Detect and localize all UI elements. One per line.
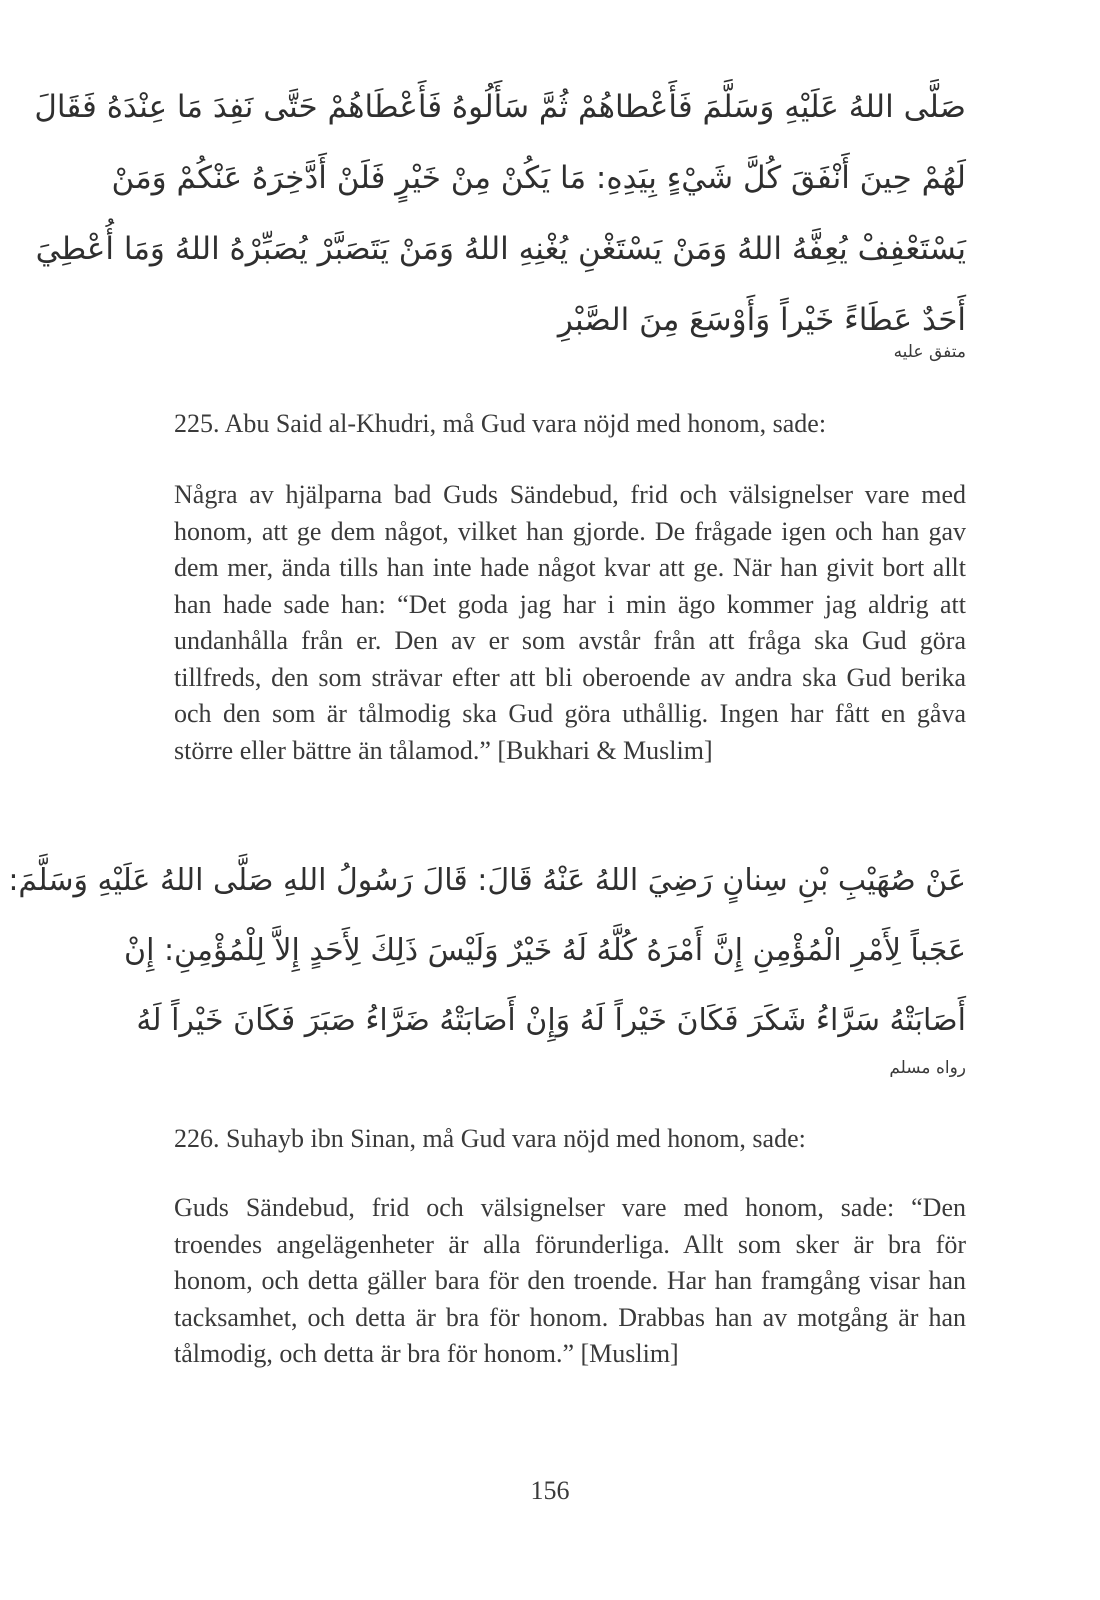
- arabic-line: يَسْتَعْفِفْ يُعِفَّهُ اللهُ وَمَنْ يَسْتَغْنِ يُغْنِهِ اللهُ وَمَنْ يَتَصَبَّرْ يُصَبِّرْهُ اللهُ وَمَا أُعْطِيَ: [35, 231, 966, 267]
- hadith-source: متفق عليه: [893, 342, 966, 362]
- arabic-hadith-text: [8, 846, 966, 1056]
- hadith-heading: 225. Abu Said al-Khudri, må Gud vara nöjd med honom, sade:: [174, 409, 827, 438]
- hadith-translation: Några av hjälparna bad Guds Sändebud, frid och välsignelser vare med honom, att ge dem något, vilket han gjorde. De frågade igen och han gav dem mer, ända tills han inte hade något kvar att ge. När han givit bort allt han hade sade han: “Det goda jag har i min ägo kommer jag aldrig att undanhålla från er. Den av er som avstår från att fråga ska Gud göra tillfreds, den som strävar efter att bli oberoende av andra ska Gud berika och den som är tålmodig ska Gud göra uthållig. Ingen har fått en gåva större eller bättre än tålamod.” [Bukhari & Muslim]: [174, 480, 966, 765]
- arabic-line: لَهُمْ حِينَ أَنْفَقَ كُلَّ شَيْءٍ بِيَدِهِ: مَا يَكُنْ مِنْ خَيْرٍ فَلَنْ أَدَّخِرَهُ عَنْكُمْ وَمَنْ: [111, 160, 966, 196]
- arabic-line: أَصَابَتْهُ سَرَّاءُ شَكَرَ فَكَانَ خَيْراً لَهُ وَإِنْ أَصَابَتْهُ ضَرَّاءُ صَبَرَ فَكَانَ خَيْراً لَهُ: [136, 1003, 966, 1038]
- hadith-heading: 226. Suhayb ibn Sinan, må Gud vara nöjd med honom, sade:: [174, 1124, 806, 1153]
- arabic-hadith-text: [34, 72, 966, 356]
- arabic-line: عَجَباً لِأَمْرِ الْمُؤْمِنِ إِنَّ أَمْرَهُ كُلَّهُ لَهُ خَيْرٌ وَلَيْسَ ذَلِكَ لِأَحَدٍ إِلاَّ لِلْمُؤْمِنِ: إِنْ: [124, 933, 966, 968]
- page-number: 156: [530, 1476, 570, 1505]
- hadith-translation: Guds Sändebud, frid och välsignelser vare med honom, sade: “Den troendes angelägenheter är alla förunderliga. Allt som sker är bra för honom, och detta gäller bara för den troende. Har han framgång visar han tacksamhet, och detta är bra för honom. Drabbas han av motgång är han tålmodig, och detta är bra för honom.” [Muslim]: [174, 1193, 966, 1368]
- arabic-line: صَلَّى اللهُ عَلَيْهِ وَسَلَّمَ فَأَعْطاهُمْ ثُمَّ سَأَلُوهُ فَأَعْطَاهُمْ حَتَّى نَفِدَ مَا عِنْدَهُ فَقَالَ: [34, 89, 966, 125]
- arabic-line: أَحَدٌ عَطَاءً خَيْراً وَأَوْسَعَ مِنَ الصَّبْرِ: [557, 302, 966, 338]
- hadith-source: رواه مسلم: [889, 1058, 966, 1078]
- arabic-line: عَنْ صُهَيْبِ بْنِ سِنانٍ رَضِيَ اللهُ عَنْهُ قَالَ: قَالَ رَسُولُ اللهِ صَلَّى اللهُ عَلَيْهِ وَسَلَّمَ:: [8, 863, 966, 898]
